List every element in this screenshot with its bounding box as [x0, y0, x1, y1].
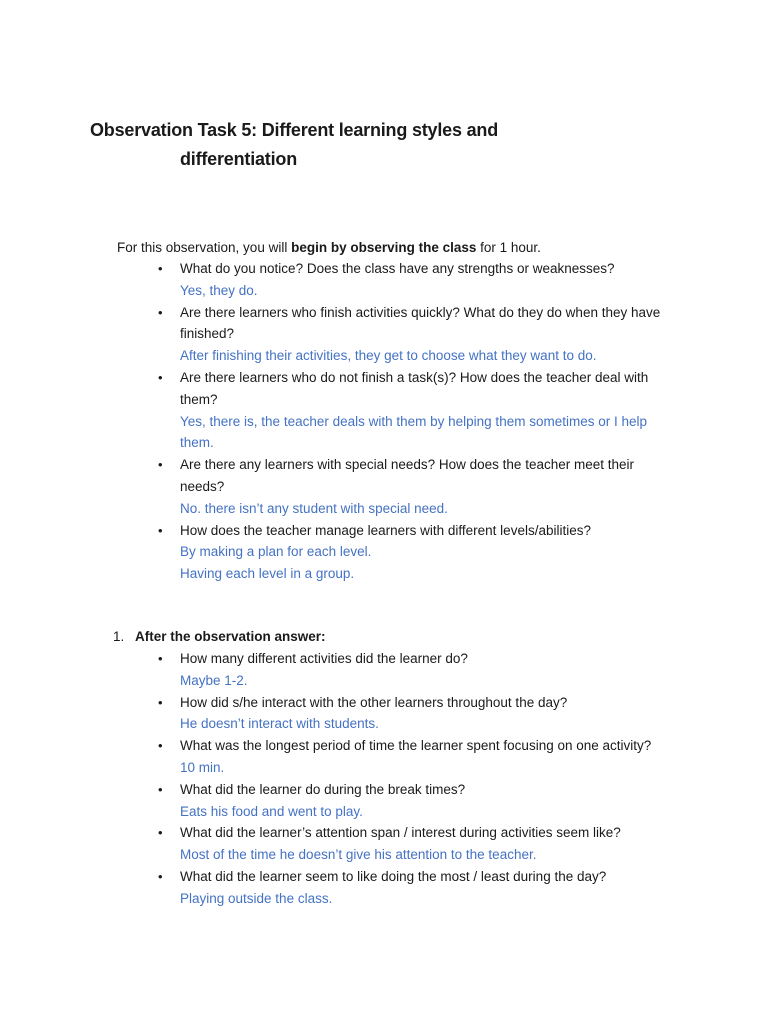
answer-text: He doesn’t interact with students.: [180, 716, 379, 732]
list-item: [158, 454, 680, 519]
question-text: How many different activities did the learner do?: [180, 651, 468, 666]
question-text: What do you notice? Does the class have any strengths or weaknesses?: [180, 261, 615, 276]
intro-paragraph: [117, 237, 541, 259]
bullet-icon: •: [158, 457, 163, 473]
bullet-icon: •: [158, 825, 163, 841]
list-item: [158, 866, 680, 910]
intro-text-bold: begin by observing the class: [291, 240, 477, 255]
question-text: Are there any learners with special needs? How does the teacher meet their needs?: [180, 457, 634, 494]
list-item: [158, 367, 680, 454]
intro-text-before: For this observation, you will: [117, 240, 292, 255]
page-title: [90, 116, 498, 174]
bullet-icon: •: [158, 781, 163, 797]
question-text: What did the learner’s attention span / interest during activities seem like?: [180, 825, 621, 841]
bullet-icon: •: [158, 369, 163, 385]
question-text: How did s/he interact with the other learners throughout the day?: [180, 694, 568, 710]
title-line-2: differentiation: [180, 149, 297, 169]
question-text: Are there learners who do not finish a task(s)? How does the teacher deal with them?: [180, 369, 649, 407]
list-item: [158, 648, 680, 692]
answer-text: After finishing their activities, they get to choose what they want to do.: [180, 348, 597, 364]
bullet-icon: •: [158, 261, 163, 276]
list-item: [158, 822, 680, 866]
answer-text: Yes, there is, the teacher deals with them by helping them sometimes or I help them.: [180, 413, 647, 451]
answer-text: Eats his food and went to play.: [180, 803, 363, 819]
list-item: [158, 692, 680, 736]
list-item: [158, 520, 680, 585]
list-item: [158, 735, 680, 779]
section-number: 1.: [113, 629, 125, 644]
bullet-icon: •: [158, 868, 163, 884]
list-item: [158, 258, 680, 302]
intro-text-after: for 1 hour.: [476, 240, 541, 255]
section-heading-text: After the observation answer:: [135, 629, 326, 644]
bullet-icon: •: [158, 651, 163, 666]
bullet-icon: •: [158, 522, 163, 538]
section-heading: [113, 626, 326, 648]
answer-text: Yes, they do.: [180, 282, 258, 298]
question-text: What did the learner seem to like doing the most / least during the day?: [180, 868, 607, 884]
question-text: How does the teacher manage learners with different levels/abilities?: [180, 522, 591, 538]
after-observation-question-list: [158, 648, 680, 910]
question-text: What was the longest period of time the learner spent focusing on one activity?: [180, 738, 652, 754]
title-line-1: Observation Task 5: Different learning styles and: [90, 120, 498, 140]
answer-text: Maybe 1-2.: [180, 672, 248, 688]
observation-question-list: [158, 258, 680, 585]
list-item: [158, 302, 680, 367]
answer-text: No. there isn’t any student with special need.: [180, 500, 448, 516]
bullet-icon: •: [158, 694, 163, 710]
question-text: What did the learner do during the break times?: [180, 781, 466, 797]
bullet-icon: •: [158, 304, 163, 320]
bullet-icon: •: [158, 738, 163, 754]
list-item: [158, 779, 680, 823]
answer-text: Most of the time he doesn’t give his attention to the teacher.: [180, 847, 537, 863]
answer-text: Playing outside the class.: [180, 890, 333, 906]
answer-text: 10 min.: [180, 759, 225, 775]
answer-text: By making a plan for each level.: [180, 544, 372, 560]
question-text: Are there learners who finish activities quickly? What do they do when they have finished?: [180, 304, 661, 342]
answer-text: Having each level in a group.: [180, 566, 355, 582]
